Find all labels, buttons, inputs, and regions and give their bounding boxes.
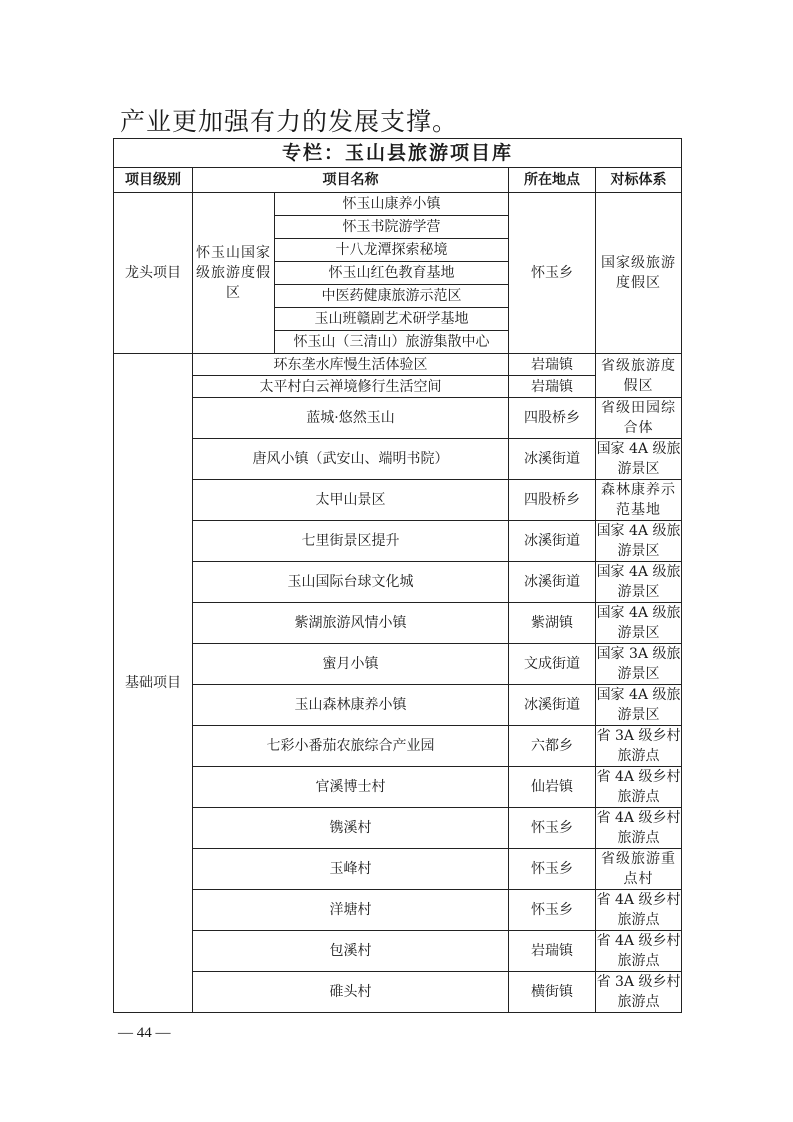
table-row: [114, 767, 682, 808]
project-name-cell: 洋塘村: [193, 890, 509, 931]
project-name-cell: 太甲山景区: [193, 480, 509, 521]
leading-item: 怀玉山康养小镇: [275, 193, 509, 216]
leading-item: 玉山班赣剧艺术研学基地: [275, 308, 509, 331]
project-location-cell: 冰溪街道: [509, 521, 596, 562]
project-location-cell: 仙岩镇: [509, 767, 596, 808]
project-name-cell: 唐风小镇（武安山、端明书院）: [193, 439, 509, 480]
table-row: [114, 931, 682, 972]
table-row: [114, 972, 682, 1013]
tourism-project-table: [113, 138, 682, 1013]
table-row: [114, 398, 682, 439]
leading-item: 怀玉山（三清山）旅游集散中心: [275, 331, 509, 354]
table-row: [114, 890, 682, 931]
project-location-cell: 冰溪街道: [509, 685, 596, 726]
project-location-cell: 怀玉乡: [509, 890, 596, 931]
project-name-cell: 太平村白云禅境修行生活空间: [193, 376, 509, 398]
project-standard-cell: 省 3A 级乡村旅游点: [596, 726, 682, 767]
project-standard-cell: 国家 4A 级旅游景区: [596, 521, 682, 562]
project-standard-cell: 国家 3A 级旅游景区: [596, 644, 682, 685]
project-location-cell: 四股桥乡: [509, 398, 596, 439]
header-level: 项目级别: [114, 168, 193, 193]
leading-item: 中医药健康旅游示范区: [275, 285, 509, 308]
leading-standard-cell: 国家级旅游度假区: [596, 193, 682, 354]
project-name-cell: 碓头村: [193, 972, 509, 1013]
project-location-cell: 怀玉乡: [509, 849, 596, 890]
project-standard-cell: 省 4A 级乡村旅游点: [596, 890, 682, 931]
project-standard-cell: 国家 4A 级旅游景区: [596, 603, 682, 644]
table-row: [114, 521, 682, 562]
basic-level-cell: 基础项目: [114, 354, 193, 1013]
project-standard-cell: 国家 4A 级旅游景区: [596, 685, 682, 726]
header-location: 所在地点: [509, 168, 596, 193]
table-row: [114, 849, 682, 890]
project-name-cell: 玉山国际台球文化城: [193, 562, 509, 603]
leading-group-cell: 怀玉山国家级旅游度假区: [193, 193, 275, 354]
project-standard-cell: 省级旅游重点村: [596, 849, 682, 890]
project-name-cell: 紫湖旅游风情小镇: [193, 603, 509, 644]
project-name-cell: 玉山森林康养小镇: [193, 685, 509, 726]
project-name-cell: 环东垄水库慢生活体验区: [193, 354, 509, 376]
project-standard-cell: 国家 4A 级旅游景区: [596, 562, 682, 603]
project-standard-cell: 省 4A 级乡村旅游点: [596, 767, 682, 808]
project-name-cell: 玉峰村: [193, 849, 509, 890]
project-name-cell: 包溪村: [193, 931, 509, 972]
project-standard-cell: 省级旅游度假区: [596, 354, 682, 398]
page-number: — 44 —: [118, 1025, 171, 1041]
project-name-cell: 蜜月小镇: [193, 644, 509, 685]
project-name-cell: 七彩小番茄农旅综合产业园: [193, 726, 509, 767]
table-row: [114, 439, 682, 480]
intro-text: 产业更加强有力的发展支撑。: [120, 107, 459, 136]
leading-location-cell: 怀玉乡: [509, 193, 596, 354]
project-location-cell: 紫湖镇: [509, 603, 596, 644]
project-location-cell: 岩瑞镇: [509, 376, 596, 398]
project-standard-cell: 省 3A 级乡村旅游点: [596, 972, 682, 1013]
project-standard-cell: 国家 4A 级旅游景区: [596, 439, 682, 480]
project-name-cell: 七里街景区提升: [193, 521, 509, 562]
project-standard-cell: 省 4A 级乡村旅游点: [596, 931, 682, 972]
project-name-cell: 镌溪村: [193, 808, 509, 849]
project-name-cell: 蓝城·悠然玉山: [193, 398, 509, 439]
table-row: [114, 193, 682, 216]
table-row: [114, 644, 682, 685]
project-location-cell: 岩瑞镇: [509, 354, 596, 376]
project-location-cell: 文成街道: [509, 644, 596, 685]
leading-item: 十八龙潭探索秘境: [275, 239, 509, 262]
table-row: [114, 480, 682, 521]
table-row: [114, 808, 682, 849]
project-location-cell: 冰溪街道: [509, 439, 596, 480]
table-row: [114, 354, 682, 376]
header-standard: 对标体系: [596, 168, 682, 193]
project-location-cell: 岩瑞镇: [509, 931, 596, 972]
project-standard-cell: 省 4A 级乡村旅游点: [596, 808, 682, 849]
project-name-cell: 官溪博士村: [193, 767, 509, 808]
leading-level-cell: 龙头项目: [114, 193, 193, 354]
header-name: 项目名称: [193, 168, 509, 193]
leading-item: 怀玉山红色教育基地: [275, 262, 509, 285]
table-row: [114, 562, 682, 603]
project-location-cell: 四股桥乡: [509, 480, 596, 521]
project-standard-cell: 省级田园综合体: [596, 398, 682, 439]
project-location-cell: 怀玉乡: [509, 808, 596, 849]
project-location-cell: 六都乡: [509, 726, 596, 767]
project-location-cell: 横街镇: [509, 972, 596, 1013]
table-row: [114, 726, 682, 767]
table-row: [114, 603, 682, 644]
project-location-cell: 冰溪街道: [509, 562, 596, 603]
table-row: [114, 685, 682, 726]
table-caption: 专栏：玉山县旅游项目库: [114, 139, 682, 168]
project-standard-cell: 森林康养示范基地: [596, 480, 682, 521]
leading-item: 怀玉书院游学营: [275, 216, 509, 239]
